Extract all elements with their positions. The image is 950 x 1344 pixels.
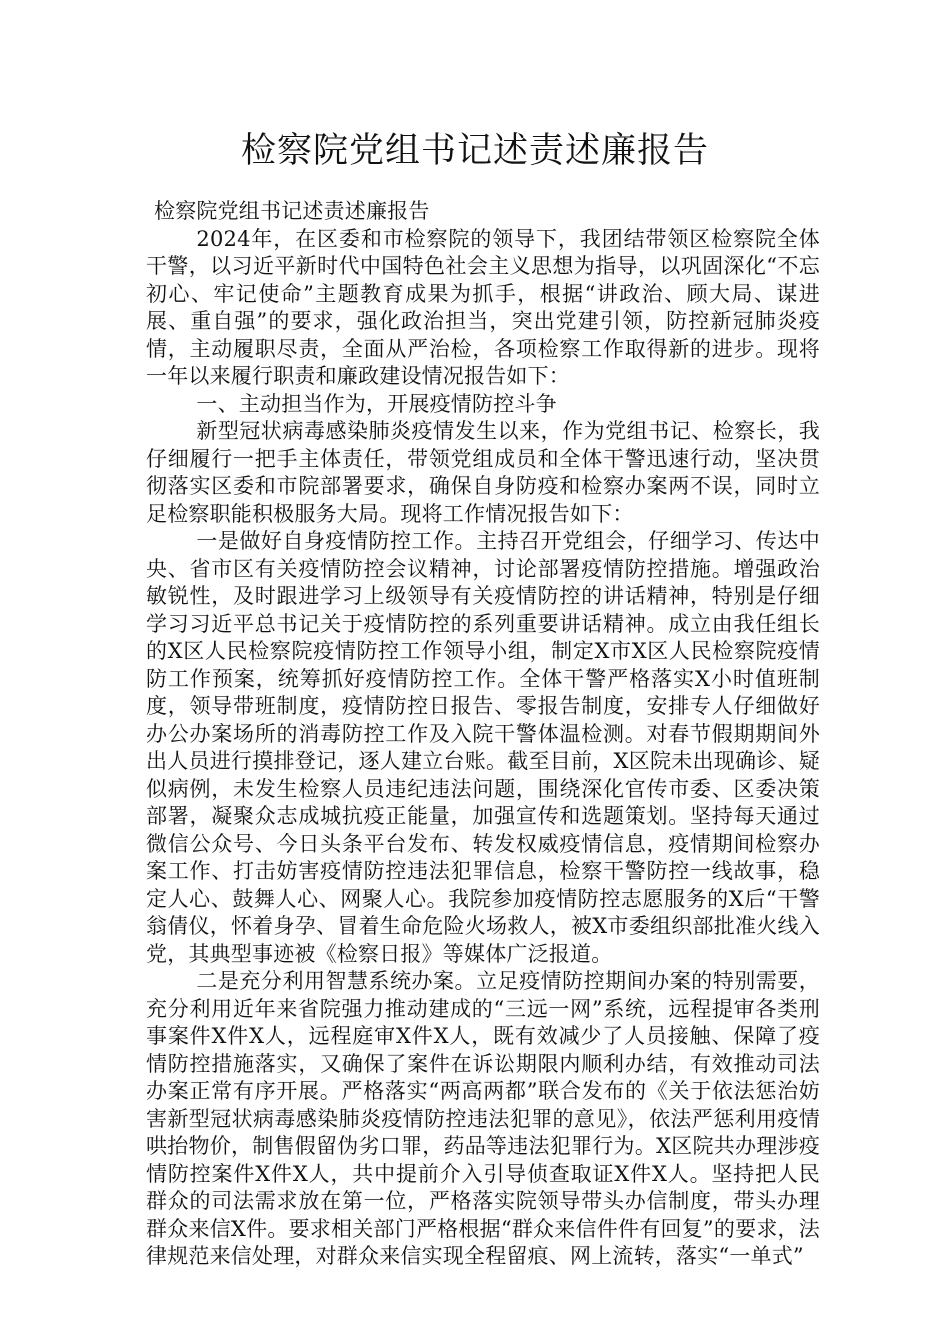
paragraph-section-1-intro: 新型冠状病毒感染肺炎疫情发生以来，作为党组书记、检察长，我仔细履行一把手主体责任，带领党组成员和全体干警迅速行动，坚决贯彻落实区委和市院部署要求，确保自身防疫和检察办案两不误，同时立足检察职能积极服务大局。现将工作情况报告如下：: [146, 419, 820, 526]
document-title: 检察院党组书记述责述廉报告: [240, 131, 709, 171]
section-heading-1: 一、主动担当作为，开展疫情防控斗争: [196, 391, 557, 416]
paragraph-point-1: 一是做好自身疫情防控工作。主持召开党组会，仔细学习、传达中央、省市区有关疫情防控会议精神，讨论部署疫情防控措施。增强政治敏锐性，及时跟进学习上级领导有关疫情防控的讲话精神，特别是仔细学习习近平总书记关于疫情防控的系列重要讲话精神。成立由我任组长的X区人民检察院疫情防控工作领导小组，制定X市X区人民检察院疫情防工作预案，统筹抓好疫情防控工作。全体干警严格落实X小时值班制度，领导带班制度，疫情防控日报告、零报告制度，安排专人仔细做好办公办案场所的消毒防控工作及入院干警体温检测。对春节假期期间外出人员进行摸排登记，逐人建立台账。截至目前，X区院未出现确诊、疑似病例，未发生检察人员违纪违法问题，围绕深化官传市委、区委决策部署，凝聚众志成城抗疫正能量，加强宣传和选题策划。坚持每天通过微信公众号、今日头条平台发布、转发权威疫情信息，疫情期间检察办案工作、打击妨害疫情防控违法犯罪信息，检察干警防控一线故事，稳定人心、鼓舞人心、网聚人心。我院参加疫情防控志愿服务的X后“干警翁倩仪，怀着身孕、冒着生命危险火场救人，被X市委组织部批准火线入党，其典型事迹被《检察日报》等媒体广泛报道。: [146, 529, 820, 966]
paragraph-point-2: 二是充分利用智慧系统办案。立足疫情防控期间办案的特别需要，充分利用近年来省院强力推动建成的“三远一网”系统，远程提审各类刑事案件X件X人，远程庭审X件X人，既有效减少了人员接触、保障了疫情防控措施落实，又确保了案件在诉讼期限内顺利办结，有效推动司法办案正常有序开展。严格落实“两高两都”联合发布的《关于依法惩治妨害新型冠状病毒感染肺炎疫情防控违法犯罪的意见》，依法严惩利用疫情哄抬物价，制售假留伪劣口罪，药品等违法犯罪行为。X区院共办理涉疫情防控案件X件X人，共中提前介入引导侦查取证X件X人。坚持把人民群众的司法需求放在第一位，严格落实院领导带头办信制度，带头办理群众来信X件。要求相关部门严格根据“群众来信件件有回复”的要求，法律规范来信处理，对群众来信实现全程留痕、网上流转，落实“一单式”: [146, 969, 820, 1268]
document-body: [146, 198, 820, 1271]
document-subtitle: 检察院党组书记述责述廉报告: [154, 199, 430, 223]
paragraph-intro: 2024年，在区委和市检察院的领导下，我团结带领区检察院全体干警，以习近平新时代中国特色社会主义思想为指导，以巩固深化“不忘初心、牢记使命”主题教育成果为抓手，根据“讲政治、顾大局、谋进展、重自强”的要求，强化政治担当，突出党建引领，防控新冠肺炎疫情，主动履职尽责，全面从严治检，各项检察工作取得新的进步。现将一年以来履行职责和廉政建设情况报告如下：: [146, 226, 820, 388]
